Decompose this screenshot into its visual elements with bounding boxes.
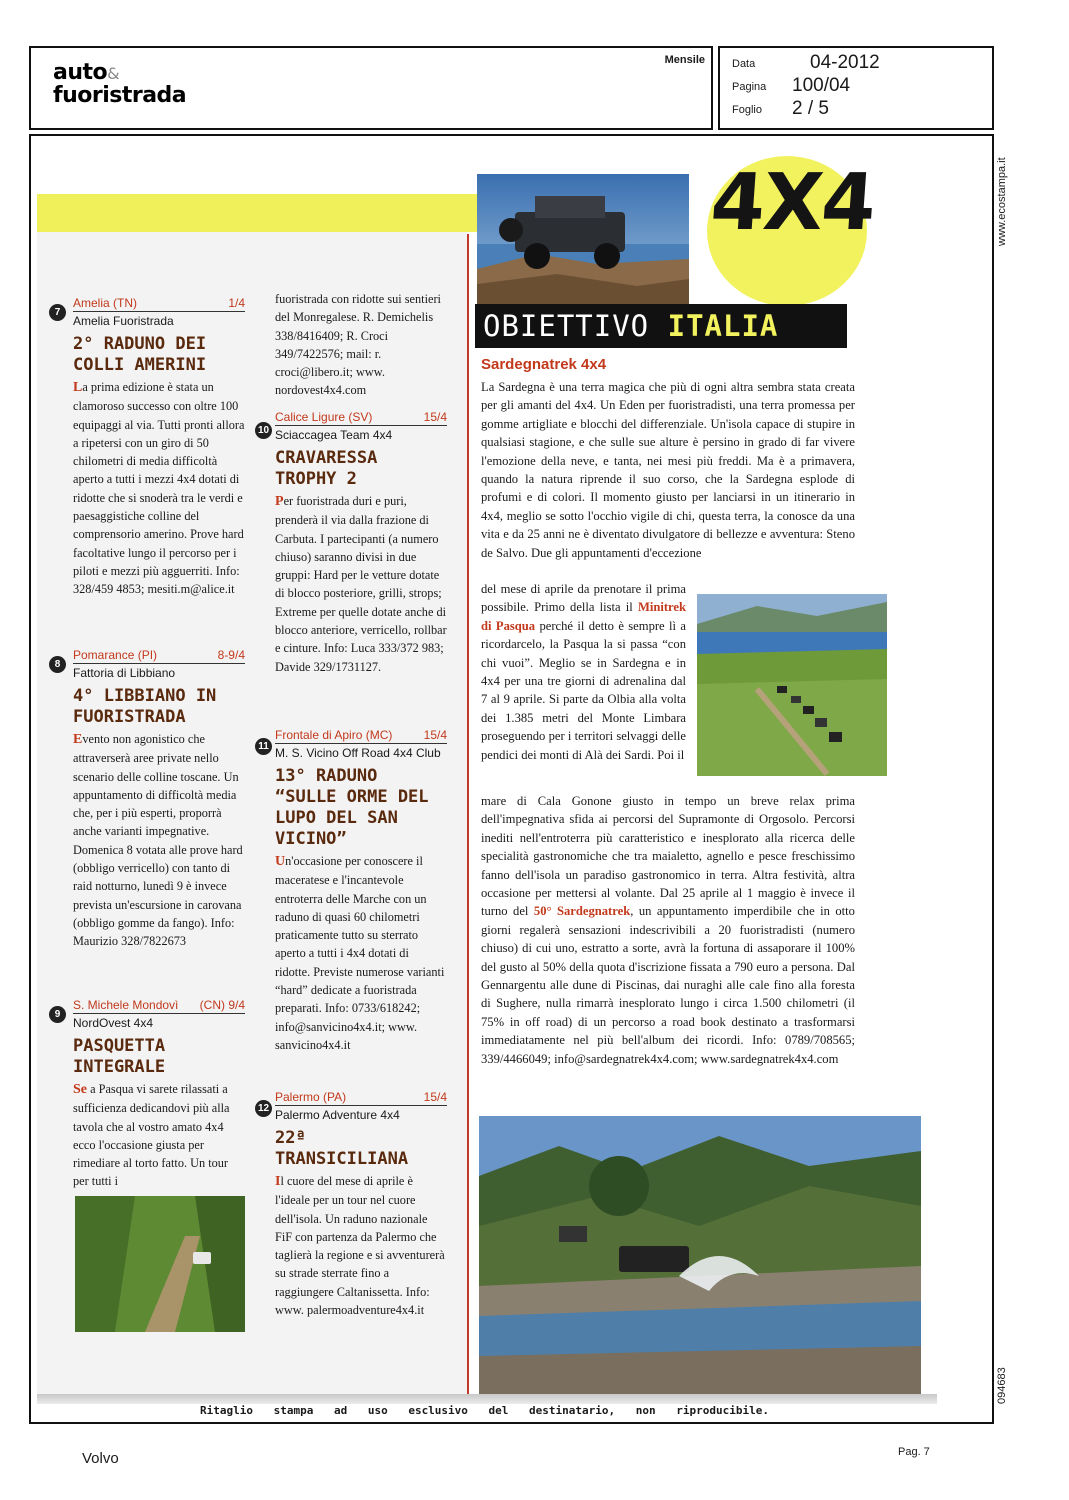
event-10: [275, 410, 447, 676]
event-12-body: [275, 1172, 447, 1319]
event-8-place: Pomarance (PI): [73, 648, 158, 662]
bottom-shadow: [37, 1394, 937, 1404]
section-label: Sardegnatrek 4x4: [481, 356, 607, 373]
event-10-head: [275, 410, 447, 426]
pagina-value: 100/04: [792, 75, 851, 96]
event-12-head: [275, 1090, 447, 1106]
event-9-badge: 9: [49, 1006, 66, 1023]
banner-part2: ITALIA: [667, 309, 779, 343]
event-8-org: Fattoria di Libbiano: [73, 666, 176, 680]
event-9-dropcap: Se: [73, 1082, 87, 1097]
masthead-box: [29, 46, 713, 130]
side-url: www.ecostampa.it: [996, 157, 1008, 246]
event-8-date: 8-9/4: [217, 648, 245, 662]
event-10-place: Calice Ligure (SV): [275, 410, 373, 424]
event-9-continued: [275, 288, 447, 400]
event-7-body: [73, 378, 245, 599]
event-9: [73, 998, 245, 1191]
publication-logo: [53, 62, 186, 107]
column-divider: [467, 234, 469, 1394]
event-12: [275, 1090, 447, 1319]
logo-ampersand: &: [107, 64, 120, 83]
event-12-place: Palermo (PA): [275, 1090, 347, 1104]
event-12-dropcap: I: [275, 1174, 281, 1189]
p3-text-b: , un appuntamento imperdibile che in otto giorni regalerà sensazioni indescrivibili a 20 fuoristradisti (numero chiuso) di cui uno, estratto a sorte, avrà la fortuna di assaporare il 100% del gusto al 50% della quota d'iscrizione fissata a 790 euro a persona. Dal Gennargentu alle dune di Piscinas, dai nuraghi alle cale fino alla foresta di Sughere, nulla rimarrà inesplorato lungo i circa 1.500 chilometri (il 75% in off road) di un percorso a road book destinato a trasformarsi immediatamente nel più bell'album dei ricordi. Info: 0789/708565; 339/4466049; info@sardegnatrek4x4.com; www.sardegnatrek4x4.com: [481, 904, 855, 1066]
foglio-label: Foglio: [732, 104, 762, 116]
event-9-head: [73, 998, 245, 1014]
event-7-text: a prima edizione è stata un clamoroso successo con oltre 100 equipaggi al via. Tutti pronti allora a ripetersi con un giro di 50 chilometri di media difficoltà aperto a tutti i mezzi 4x4 dotati di ridotte che si snoderà tra le verdi e paesaggistiche colline del comprensorio amerino. Prove hard facoltative lungo il percorso per i piloti e mezzi più agguerriti. Info: 328/459 4853; mesiti.m@alice.it: [73, 380, 245, 597]
yellow-band: [37, 194, 477, 232]
event-8-head: [73, 648, 245, 664]
event-11-date: 15/4: [423, 728, 447, 742]
pagina-label: Pagina: [732, 81, 767, 93]
metadata-box: [718, 46, 994, 130]
event-7-head: [73, 296, 245, 312]
event-12-title: 22ª TRANSICILIANA: [275, 1128, 409, 1169]
main-article-p2: [481, 580, 686, 764]
page-number: Pag. 7: [898, 1446, 930, 1458]
event-7-place: Amelia (TN): [73, 296, 138, 310]
p2-event-name: Minitrek di Pasqua: [481, 600, 686, 633]
client-name: Volvo: [82, 1450, 119, 1467]
event-11-head: [275, 728, 447, 744]
event-8-body: [73, 730, 245, 951]
p2-text-a: del mese di aprile da prenotare il prima possibile. Primo della lista il: [481, 582, 686, 615]
data-value: 04-2012: [810, 52, 880, 73]
event-7: [73, 296, 245, 599]
event-12-org: Palermo Adventure 4x4: [275, 1108, 400, 1122]
p3-text-a: mare di Cala Gonone giusto in tempo un breve relax prima dell'impegnativa sfida ai percorsi del Supramonte di Orgosolo. Percorsi inediti nell'entroterra più caratteristico e inesplorato alla ricerca delle specialità gastronomiche che tra maialetto, agnello e pesce freschissimo fanno dell'isola un paradiso gastronomico in terra. Altra festività, altra occasione per mettersi al volante. Dal 25 aprile al 1 maggio è invece il turno del: [481, 794, 855, 919]
event-8-badge: 8: [49, 656, 66, 673]
event-10-body: [275, 492, 447, 676]
river-crossing-photo: [479, 1116, 921, 1396]
event-7-title: 2° RADUNO DEI COLLI AMERINI: [73, 334, 207, 375]
event-11-text: n'occasione per conoscere il maceratese e l'incantevole entroterra delle Marche con un raduno di quasi 60 chilometri praticamente tutto su sterrato aperto a tutti i 4x4 dotati di ridotte. Previste numerose varianti “hard” dedicate a fuoristrada preparati. Info: 0733/618242; info@sanvicino4x4.it; www. sanvicino4x4.it: [275, 854, 445, 1052]
event-12-badge: 12: [255, 1100, 272, 1117]
big-4x4-title: 4X4: [707, 158, 877, 248]
event-8-dropcap: E: [73, 732, 83, 747]
event-11-badge: 11: [255, 738, 272, 755]
event-11-title: 13° RADUNO “SULLE ORME DEL LUPO DEL SAN VICINO”: [275, 766, 429, 849]
event-8: [73, 648, 245, 951]
event-10-date: 15/4: [423, 410, 447, 424]
logo-word-fuoristrada: fuoristrada: [53, 83, 187, 108]
event-7-org: Amelia Fuoristrada: [73, 314, 174, 328]
event-9-org: NordOvest 4x4: [73, 1016, 154, 1030]
main-article-p3: [481, 792, 855, 1068]
banner-part1: OBIETTIVO: [483, 309, 668, 343]
reproduction-notice: Ritaglio stampa ad uso esclusivo del destinatario, non riproducibile.: [200, 1404, 769, 1417]
event-7-date: 1/4: [228, 296, 245, 310]
p2-text-b: perché il detto è sempre lì a ricordarcelo, la Pasqua la si passa “con chi vuoi”. Meglio se in Sardegna e in 4x4 per una tre giorni di adrenalina dal 7 al 9 aprile. Si parte da Olbia alla volta dei 1.385 metri del Monte Limbara proseguendo per i territori selvaggi delle pendici dei monti di Alà dei Sardi. Poi il: [481, 618, 686, 762]
event-12-text: l cuore del mese di aprile è l'ideale per un tour nel cuore dell'isola. Un raduno nazionale FiF con partenza da Palermo che taglierà la regione e si avventurerà su strade sterrate fino a raggiungere Caltanissetta. Info: www. palermoadventure4x4.it: [275, 1174, 445, 1318]
event-8-title: 4° LIBBIANO IN FUORISTRADA: [73, 686, 217, 727]
event-9-place: S. Michele Mondovì: [73, 998, 179, 1012]
event-9-date: (CN) 9/4: [199, 998, 245, 1012]
data-label: Data: [732, 58, 756, 70]
p3-event-name: 50° Sardegnatrek: [533, 904, 631, 919]
event-11-place: Frontale di Apiro (MC): [275, 728, 393, 742]
event-7-dropcap: L: [73, 380, 83, 395]
event-11: [275, 728, 447, 1054]
event-11-dropcap: U: [275, 854, 286, 869]
foglio-value: 2 / 5: [792, 98, 829, 119]
event-7-badge: 7: [49, 304, 66, 321]
article-clipping: [29, 134, 994, 1424]
logo-word-auto: auto: [53, 60, 108, 85]
event-9-body: [73, 1080, 245, 1191]
event-11-org: M. S. Vicino Off Road 4x4 Club: [275, 746, 441, 760]
convoy-photo: [697, 594, 887, 776]
event-10-title: CRAVARESSA TROPHY 2: [275, 448, 378, 489]
event-9-text: a Pasqua vi sarete rilassati a sufficienza dedicandovi più alla tavola che al vostro amato 4x4 ecco l'occasione giusta per rimediare al torto fatto. Un tour per tutti i: [73, 1082, 230, 1189]
event-10-dropcap: P: [275, 494, 284, 509]
event-9-title: PASQUETTA INTEGRALE: [73, 1036, 166, 1077]
side-code: 094683: [996, 1367, 1008, 1404]
event-11-body: [275, 852, 447, 1054]
main-article-p1: La Sardegna è una terra magica che più di ogni altra sembra stata creata per gli amanti del 4x4. Un Eden per fuoristradisti, una terra promessa per gomme artigliate e blocchi del differenziale. Un'isola capace di stupire in qualsiasi stagione, e che sulle sue alture è persino in grado di far vivere l'emozione della neve, e tanta, nei mesi più freddi. Ma è a primavera, quando la natura riprende il suo corso, che la Sardegna esplode di profumi e di colori. Il momento giusto per lanciarsi in un itinerario in 4x4, meglio se sotto l'occhio vigile di chi, questa terra, la conosce da una vita e da 25 anni ne è diventato divulgatore di bellezze e avventura: Steno de Salvo. Due gli appuntamenti d'eccezione: [481, 380, 855, 560]
event-12-date: 15/4: [423, 1090, 447, 1104]
event-8-text: vento non agonistico che attraverserà aree private nello scenario delle colline toscane. Un appuntamento di difficoltà media che, per i più esperti, proporrà anche varianti impegnative. Domenica 8 votata alle prove hard (obbligo verricello) con tanto di raid notturno, lunedì 9 è invece prevista un'escursione in carovana (obbligo gomme da fango). Info: Maurizio 328/7822673: [73, 732, 243, 949]
event-9-continuation: fuoristrada con ridotte sui sentieri del Monregalese. R. Demichelis 338/8416409; R. Croci 349/7422576; mail: r. croci@libero.it; www. nordovest4x4.com: [275, 292, 441, 398]
frequency-label: Mensile: [664, 54, 705, 66]
event-10-badge: 10: [255, 422, 272, 439]
banner-obiettivo-italia: [475, 304, 847, 348]
forest-trail-photo: [75, 1196, 245, 1332]
jeep-photo: [477, 174, 689, 306]
event-10-text: er fuoristrada duri e puri, prenderà il via dalla frazione di Carbuta. I partecipanti (a numero chiuso) saranno divisi in due gruppi: Hard per le vetture dotate di blocco posteriore, grilli, strops; Extreme per quelle dotate anche di blocco anteriore, verricello, rollbar e cinture. Info: Luca 333/372 983; Davide 329/1731127.: [275, 494, 447, 674]
event-10-org: Sciaccagea Team 4x4: [275, 428, 393, 442]
